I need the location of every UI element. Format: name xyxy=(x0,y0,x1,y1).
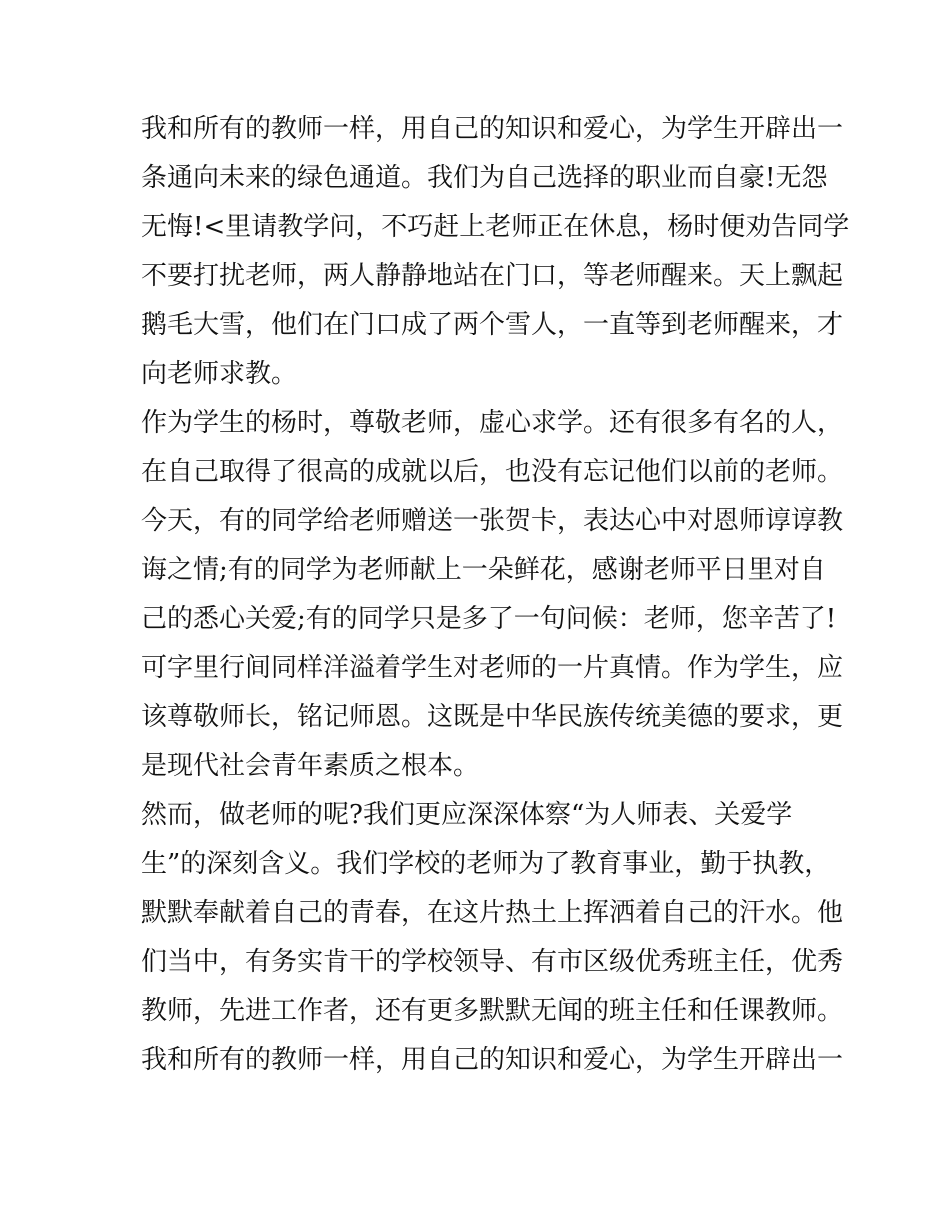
text-line: 们当中，有务实肯干的学校领导、有市区级优秀班主任，优秀 xyxy=(141,947,844,977)
text-line: 在自己取得了很高的成就以后，也没有忘记他们以前的老师。 xyxy=(141,457,844,487)
text-line: 向老师求教。 xyxy=(141,359,298,389)
text-line: 生”的深刻含义。我们学校的老师为了教育事业，勤于执教， xyxy=(141,849,831,879)
text-line: 教师，先进工作者，还有更多默默无闻的班主任和任课教师。 xyxy=(141,996,844,1026)
text-line: 条通向未来的绿色通道。我们为自己选择的职业而自豪!无怨 xyxy=(141,163,828,193)
text-line: 作为学生的杨时，尊敬老师，虚心求学。还有很多有名的人， xyxy=(141,408,844,438)
text-line: 己的悉心关爱;有的同学只是多了一句问候：老师，您辛苦了! xyxy=(141,604,837,634)
text-line: 无悔!<里请教学问，不巧赶上老师正在休息，杨时便劝告同学 xyxy=(141,212,850,242)
text-line: 鹅毛大雪，他们在门口成了两个雪人，一直等到老师醒来，才 xyxy=(141,310,844,340)
text-line: 默默奉献着自己的青春，在这片热土上挥洒着自己的汗水。他 xyxy=(141,898,844,928)
text-line: 我和所有的教师一样，用自己的知识和爱心，为学生开辟出一 xyxy=(141,114,844,144)
text-line: 可字里行间同样洋溢着学生对老师的一片真情。作为学生，应 xyxy=(141,653,844,683)
text-line: 不要打扰老师，两人静静地站在门口，等老师醒来。天上飘起 xyxy=(141,261,844,291)
text-line: 该尊敬师长，铭记师恩。这既是中华民族传统美德的要求，更 xyxy=(141,702,844,732)
text-line: 今天，有的同学给老师赠送一张贺卡，表达心中对恩师谆谆教 xyxy=(141,506,844,536)
document-body xyxy=(141,105,850,1085)
text-line: 然而，做老师的呢?我们更应深深体察“为人师表、关爱学 xyxy=(141,800,793,830)
text-line: 是现代社会青年素质之根本。 xyxy=(141,751,480,781)
text-line: 我和所有的教师一样，用自己的知识和爱心，为学生开辟出一 xyxy=(141,1045,844,1075)
text-line: 诲之情;有的同学为老师献上一朵鲜花，感谢老师平日里对自 xyxy=(141,555,826,585)
